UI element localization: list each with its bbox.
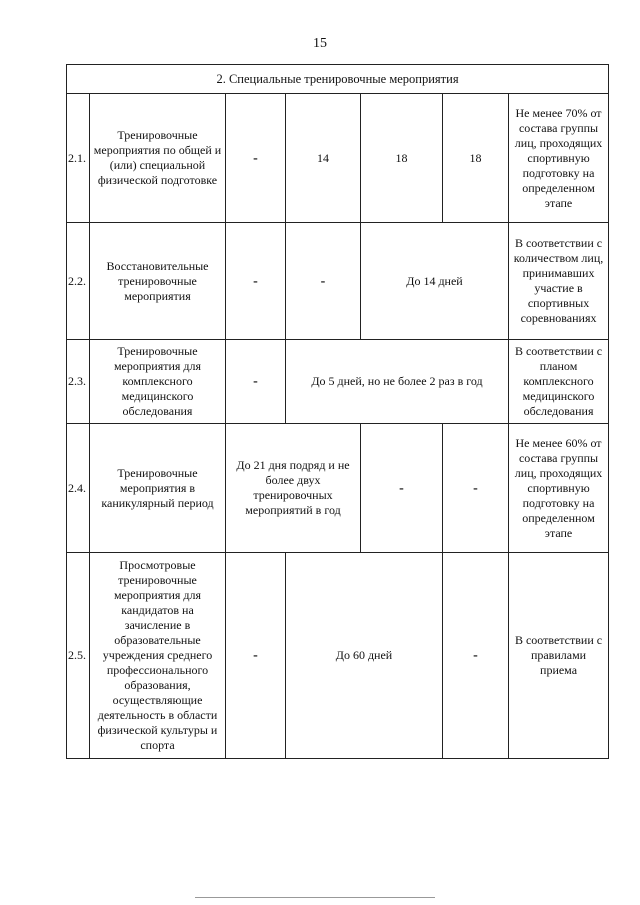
- scan-artifact-line: [195, 897, 435, 898]
- table-row: [67, 424, 609, 553]
- cell-value-merged: До 5 дней, но не более 2 раз в год: [286, 340, 509, 424]
- note-cell: Не менее 60% от состава группы лиц, проходящих спортивную подготовку на определенном этапе: [509, 424, 609, 553]
- cell-value: -: [226, 94, 286, 223]
- note-cell: В соответствии с правилами приема: [509, 553, 609, 759]
- training-table-container: [66, 64, 608, 759]
- cell-value: -: [286, 223, 361, 340]
- table-row: [67, 340, 609, 424]
- table-row: [67, 553, 609, 759]
- section-header-row: [67, 65, 609, 94]
- cell-value: -: [226, 553, 286, 759]
- note-cell: В соответствии с количеством лиц, принимавших участие в спортивных соревнованиях: [509, 223, 609, 340]
- row-number: 2.5.: [67, 553, 90, 759]
- note-cell: Не менее 70% от состава группы лиц, проходящих спортивную подготовку на определенном этапе: [509, 94, 609, 223]
- cell-value-merged: До 60 дней: [286, 553, 443, 759]
- activity-name: Просмотровые тренировочные мероприятия для кандидатов на зачисление в образовательные учреждения среднего профессионального образования, осуществляющие деятельность в области физической культуры и спорта: [90, 553, 226, 759]
- cell-value: -: [443, 553, 509, 759]
- cell-value: -: [226, 340, 286, 424]
- row-number: 2.1.: [67, 94, 90, 223]
- cell-value-merged: До 21 дня подряд и не более двух тренировочных мероприятий в год: [226, 424, 361, 553]
- cell-value: -: [443, 424, 509, 553]
- cell-value-merged: До 14 дней: [361, 223, 509, 340]
- note-cell: В соответствии с планом комплексного медицинского обследования: [509, 340, 609, 424]
- cell-value: -: [226, 223, 286, 340]
- training-activities-table: [66, 64, 609, 759]
- table-row: [67, 223, 609, 340]
- activity-name: Тренировочные мероприятия по общей и (или) специальной физической подготовке: [90, 94, 226, 223]
- row-number: 2.3.: [67, 340, 90, 424]
- section-title: 2. Специальные тренировочные мероприятия: [67, 65, 609, 94]
- cell-value: 14: [286, 94, 361, 223]
- page-number: 15: [313, 36, 327, 51]
- row-number: 2.4.: [67, 424, 90, 553]
- table-row: [67, 94, 609, 223]
- row-number: 2.2.: [67, 223, 90, 340]
- cell-value: 18: [361, 94, 443, 223]
- cell-value: 18: [443, 94, 509, 223]
- activity-name: Тренировочные мероприятия в каникулярный период: [90, 424, 226, 553]
- activity-name: Восстановительные тренировочные мероприятия: [90, 223, 226, 340]
- activity-name: Тренировочные мероприятия для комплексного медицинского обследования: [90, 340, 226, 424]
- cell-value: -: [361, 424, 443, 553]
